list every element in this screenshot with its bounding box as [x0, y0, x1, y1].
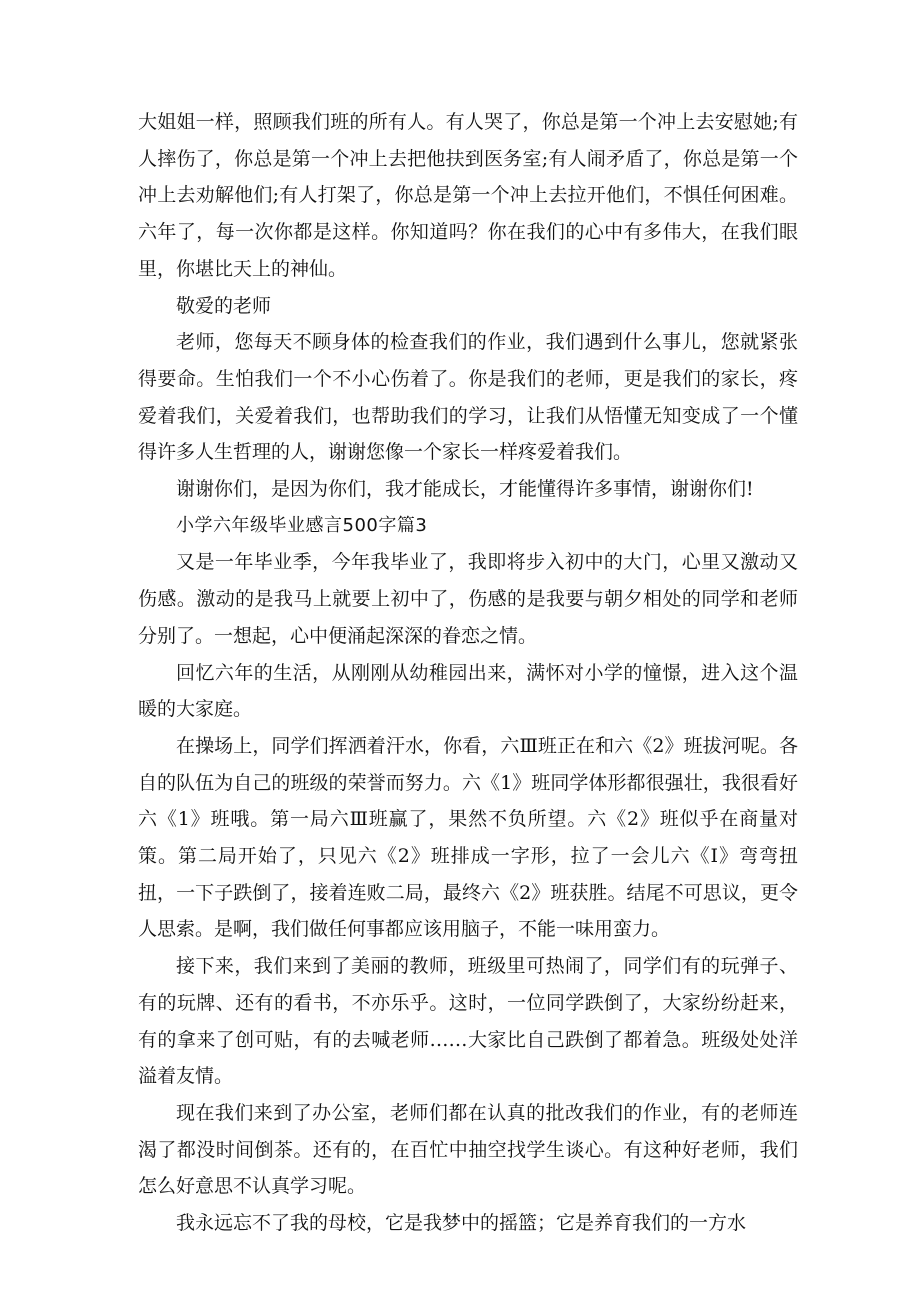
paragraph-teacher-checks-homework: 老师，您每天不顾身体的检查我们的作业，我们遇到什么事儿，您就紧张得要命。生怕我们一个不小心伤着了。你是我们的老师，更是我们的家长，疼爱着我们，关爱着我们，也帮助我们的学习，让我们从悟懂无知变成了一个懂得许多人生哲理的人，谢谢您像一个家长一样疼爱着我们。 [138, 331, 798, 464]
document-page [138, 104, 798, 1242]
paragraph-tug-of-war: 在操场上，同学们挥洒着汗水，你看，六Ⅲ班正在和六《2》班拔河呢。各自的队伍为自己的班级的荣誉而努力。六《1》班同学体形都很强壮，我很看好六《1》班哦。第一局六Ⅲ班赢了，果然不负所望。六《2》班似乎在商量对策。第二局开始了，只见六《2》班排成一字形，拉了一会儿六《Ⅰ》弯弯扭扭，一下子跌倒了，接着连败二局，最终六《2》班获胜。结尾不可思议，更令人思索。是啊，我们做任何事都应该用脑子，不能一味用蛮力。 [138, 734, 798, 941]
paragraph-teacher-care: 大姐姐一样，照顾我们班的所有人。有人哭了，你总是第一个冲上去安慰她;有人摔伤了，你总是第一个冲上去把他扶到医务室;有人闹矛盾了，你总是第一个冲上去劝解他们;有人打架了，你总是第一个冲上去拉开他们，不惧任何困难。六年了，每一次你都是这样。你知道吗？你在我们的心中有多伟大，在我们眼里，你堪比天上的神仙。 [138, 111, 798, 280]
paragraph-graduation-season: 又是一年毕业季，今年我毕业了，我即将步入初中的大门，心里又激动又伤感。激动的是我马上就要上初中了，伤感的是我要与朝夕相处的同学和老师分别了。一想起，心中便涌起深深的眷恋之情。 [138, 551, 798, 647]
paragraph-classroom: 接下来，我们来到了美丽的教师，班级里可热闹了，同学们有的玩弹子、有的玩牌、还有的看书，不亦乐乎。这时，一位同学跌倒了，大家纷纷赶来，有的拿来了创可贴，有的去喊老师……大家比自己跌倒了都着急。班级处处洋溢着友情。 [138, 955, 798, 1088]
paragraph-thanks: 谢谢你们，是因为你们，我才能成长，才能懂得许多事情，谢谢你们! [176, 478, 754, 501]
paragraph-office: 现在我们来到了办公室，老师们都在认真的批改我们的作业，有的老师连渴了都没时间倒茶。还有的，在百忙中抽空找学生谈心。有这种好老师，我们怎么好意思不认真学习呢。 [138, 1101, 798, 1198]
paragraph-alma-mater: 我永远忘不了我的母校，它是我梦中的摇篮；它是养育我们的一方水 [176, 1212, 747, 1235]
paragraph-six-years: 回忆六年的生活，从刚刚从幼稚园出来，满怀对小学的憧憬，进入这个温暖的大家庭。 [138, 661, 798, 721]
subheading-dear-teacher: 敬爱的老师 [176, 294, 272, 317]
section-heading-part-3: 小学六年级毕业感言500字篇3 [176, 514, 428, 536]
